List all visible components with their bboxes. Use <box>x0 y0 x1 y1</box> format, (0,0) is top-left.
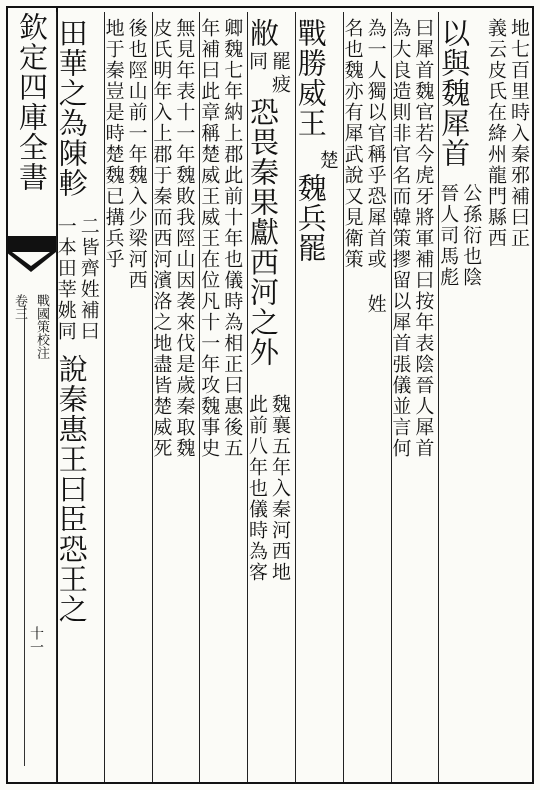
commentary-right: 二皆齊姓補曰 <box>77 216 100 342</box>
commentary-left: 此前八年也儀時為客 <box>245 394 268 583</box>
commentary-right: 無見年表十一年魏敗我陘山因袭來伐是歲秦取魏 <box>173 18 196 459</box>
main-text: 以與魏犀首 <box>437 18 472 168</box>
commentary-right: 後也陘山前一年魏入少梁河西 <box>125 18 148 291</box>
commentary-right: 地七百里時入秦邪補曰正 <box>507 18 530 249</box>
collection-title: 欽定四庫全書 <box>15 12 49 192</box>
main-text: 戰勝威王 <box>293 18 328 138</box>
main-text: 恐畏秦果獻西河之外 <box>245 97 280 367</box>
commentary-left: 晉人司馬彪 <box>437 183 460 288</box>
commentary-left: 皮氏明年入上郡于秦而西河濱洛之地盡皆楚威死 <box>150 18 173 459</box>
commentary-left: 同 <box>245 51 268 72</box>
commentary-right: 魏襄五年入秦河西地 <box>268 394 291 583</box>
text-column <box>104 12 152 782</box>
margin-rule <box>24 306 25 766</box>
commentary-right: 曰犀首魏官若今虎牙將軍補曰按年表陰晉人犀首 <box>412 18 435 459</box>
fish-tail-mark-icon <box>6 234 56 274</box>
commentary-right: 卿魏七年納上郡此前十年也儀時為相正曰惠後五 <box>221 18 244 459</box>
commentary-right: 姓 <box>364 294 387 315</box>
text-column <box>486 12 534 782</box>
commentary-right: 罷 <box>268 51 291 72</box>
commentary-left: 一本田莘姚同 <box>54 216 77 342</box>
folio-number: 十一 <box>28 626 44 654</box>
volume-label: 卷三 <box>12 294 27 320</box>
text-column <box>152 12 200 782</box>
text-column <box>247 12 295 782</box>
text-column <box>56 12 104 782</box>
commentary-left: 地于秦豈是時楚魏已搆兵乎 <box>102 18 125 270</box>
main-text: 說秦惠王曰臣恐王之 <box>54 354 89 624</box>
text-column <box>199 12 247 782</box>
main-text: 敝 <box>245 18 280 48</box>
text-column <box>295 12 343 782</box>
commentary-right: 公孫衍也陰 <box>460 183 483 288</box>
commentary-right: 楚 <box>316 150 339 171</box>
text-column <box>391 12 439 782</box>
commentary-left: 義云皮氏在絳州龍門縣西 <box>484 18 507 249</box>
main-text: 魏兵罷 <box>293 173 328 263</box>
commentary-left: 名也魏亦有犀武說又見衛策 <box>341 18 364 270</box>
commentary-right: 疲 <box>268 74 291 95</box>
commentary-left: 為大良造則非官名而韓策摎留以犀首張儀並言何 <box>389 18 412 459</box>
book-title: 戰國策校注 <box>34 294 49 359</box>
main-text: 田華之為陳軫 <box>54 18 89 198</box>
text-column <box>343 12 391 782</box>
commentary-right: 為一人獨以官稱乎恐犀首或 <box>364 18 387 270</box>
commentary-left: 年補曰此章稱楚威王威王在位凡十一年攻魏事史 <box>198 18 221 459</box>
text-column <box>438 12 486 782</box>
